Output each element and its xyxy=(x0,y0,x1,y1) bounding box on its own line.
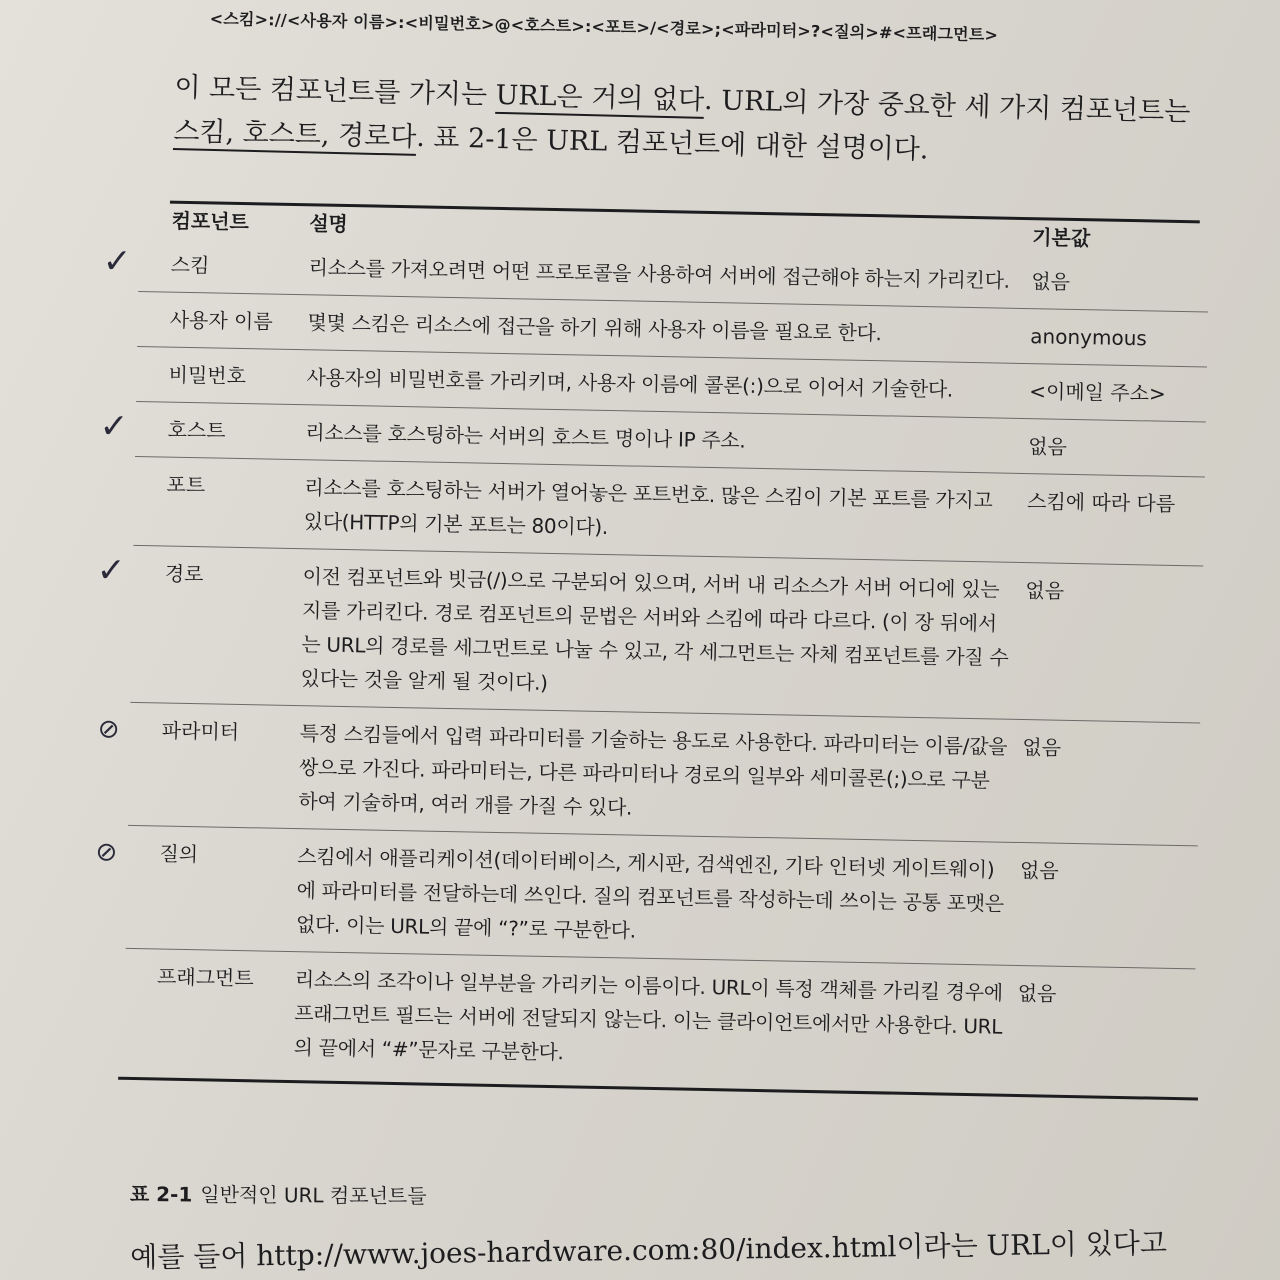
intro-paragraph xyxy=(173,66,1205,179)
header-component: 컴포넌트 xyxy=(171,208,250,235)
table-row xyxy=(97,702,1200,846)
component-name xyxy=(134,467,305,538)
table-body xyxy=(95,237,1209,1091)
table-row xyxy=(123,948,1195,1092)
next-paragraph-fragment: 예를 들어 http://www.joes-hardware.com:80/index.html이라는 URL이 있다고 xyxy=(130,1226,1168,1274)
component-name xyxy=(137,302,307,339)
component-default: 스킴에 따라 다름 xyxy=(1026,489,1176,516)
component-name xyxy=(123,959,295,1064)
caption-text: 일반적인 URL 컴포넌트들 xyxy=(200,1182,427,1209)
component-description: 이전 컴포넌트와 빗금(/)으로 구분되어 있으며, 서버 내 리소스가 서버 어디에 있는지를 가리킨다. 경로 컴포넌트의 문법은 서버와 스킴에 따라 다르다. (이 장 뒤에서는 URL의 경로를 세그먼트로 나눌 수 있고, 각 세그먼트는 자체 컴포넌트를 가질 수 있다는 것을 알게 될 것이다.) xyxy=(300,564,1009,695)
component-name xyxy=(95,836,298,941)
handwritten-circle-mark-icon: ⊘ xyxy=(97,714,120,745)
component-default: anonymous xyxy=(1030,324,1148,351)
intro-text-3: . 표 2-1은 URL 컴포넌트에 대한 설명이다. xyxy=(415,121,929,166)
component-description: 리소스를 호스팅하는 서버의 호스트 명이나 IP 주소. xyxy=(305,420,746,453)
handwritten-check-icon: ✓ xyxy=(96,550,126,591)
table-row xyxy=(96,545,1203,723)
component-description: 사용자의 비밀번호를 가리키며, 사용자 이름에 콜론(:)으로 이어서 기술한다. xyxy=(306,365,954,402)
component-name xyxy=(99,406,305,449)
component-name-text: 호스트 xyxy=(167,417,226,443)
component-description: 몇몇 스킴은 리소스에 접근을 하기 위해 사용자 이름을 필요로 한다. xyxy=(307,310,882,346)
component-description: 리소스를 호스팅하는 서버가 열어놓은 포트번호. 많은 스킴이 기본 포트를 가지고 있다(HTTP의 기본 포트는 80이다). xyxy=(303,475,993,540)
component-name xyxy=(96,550,303,695)
header-default: 기본값 xyxy=(1031,225,1091,251)
intro-underlined-1: URL은 거의 없다 xyxy=(495,79,705,116)
component-default: 없음 xyxy=(1027,434,1068,459)
component-name-text: 파라미터 xyxy=(161,718,240,744)
url-components-table xyxy=(95,200,1210,1100)
component-default: 없음 xyxy=(1025,578,1065,603)
intro-text-2: . URL의 가장 중요한 세 가지 컴포넌트는 xyxy=(703,84,1191,128)
component-name-text: 경로 xyxy=(164,561,204,587)
handwritten-circle-mark-icon: ⊘ xyxy=(95,837,118,868)
component-default: 없음 xyxy=(1017,980,1057,1006)
component-default: 없음 xyxy=(1031,269,1071,294)
intro-underlined-2: 스킴, 호스트, 경로다 xyxy=(173,115,417,153)
caption-label: 표 2-1 xyxy=(129,1181,193,1207)
component-description: 리소스를 가져오려면 어떤 프로토콜을 사용하여 서버에 접근해야 하는지 가리킨다. xyxy=(308,255,1010,293)
table-caption xyxy=(130,1178,427,1209)
component-description: 리소스의 조각이나 일부분을 가리키는 이름이다. URL이 특정 객체를 가리킬 경우에 프래그먼트 필드는 서버에 전달되지 않는다. 이는 클라이언트에서만 사용한다. URL의 끝에서 “#”문자로 구분한다. xyxy=(293,967,1004,1065)
component-default: 없음 xyxy=(1022,735,1062,760)
component-name xyxy=(97,713,300,818)
header-description: 설명 xyxy=(309,211,348,236)
component-name xyxy=(136,357,306,394)
component-description: 특정 스킴들에서 입력 파라미터를 기술하는 용도로 사용한다. 파라미터는 이름/값을 쌍으로 가진다. 파라미터는, 다른 파라미터나 경로의 일부와 세미콜론(;)으로 구분하여 기술하며, 여러 개를 가질 수 있다. xyxy=(298,721,1008,820)
component-name-text: 프래그먼트 xyxy=(156,964,254,991)
url-syntax-line: <스킴>://<사용자 이름>:<비밀번호>@<호스트>:<포트>/<경로>;<파라미터>?<질의>#<프래그먼트> xyxy=(209,8,999,45)
component-name-text: 포트 xyxy=(166,472,206,498)
component-name-text: 사용자 이름 xyxy=(169,307,273,334)
handwritten-check-icon: ✓ xyxy=(99,406,129,447)
component-name-text: 질의 xyxy=(159,841,199,867)
component-default: 없음 xyxy=(1019,858,1059,883)
intro-text-1: 이 모든 컴포넌트를 가지는 xyxy=(174,71,496,111)
handwritten-check-icon: ✓ xyxy=(102,241,132,282)
component-name xyxy=(102,241,308,284)
component-name-text: 비밀번호 xyxy=(168,362,247,389)
table-row xyxy=(95,825,1198,969)
component-default: <이메일 주소> xyxy=(1029,379,1166,406)
component-description: 스킴에서 애플리케이션(데이터베이스, 게시판, 검색엔진, 기타 인터넷 게이트웨이)에 파라미터를 전달하는데 쓰인다. 질의 컴포넌트를 작성하는데 쓰이는 공통 포맷은 없다. 이는 URL의 끝에 “?”로 구분한다. xyxy=(295,844,1004,943)
component-name-text: 스킴 xyxy=(170,252,210,278)
